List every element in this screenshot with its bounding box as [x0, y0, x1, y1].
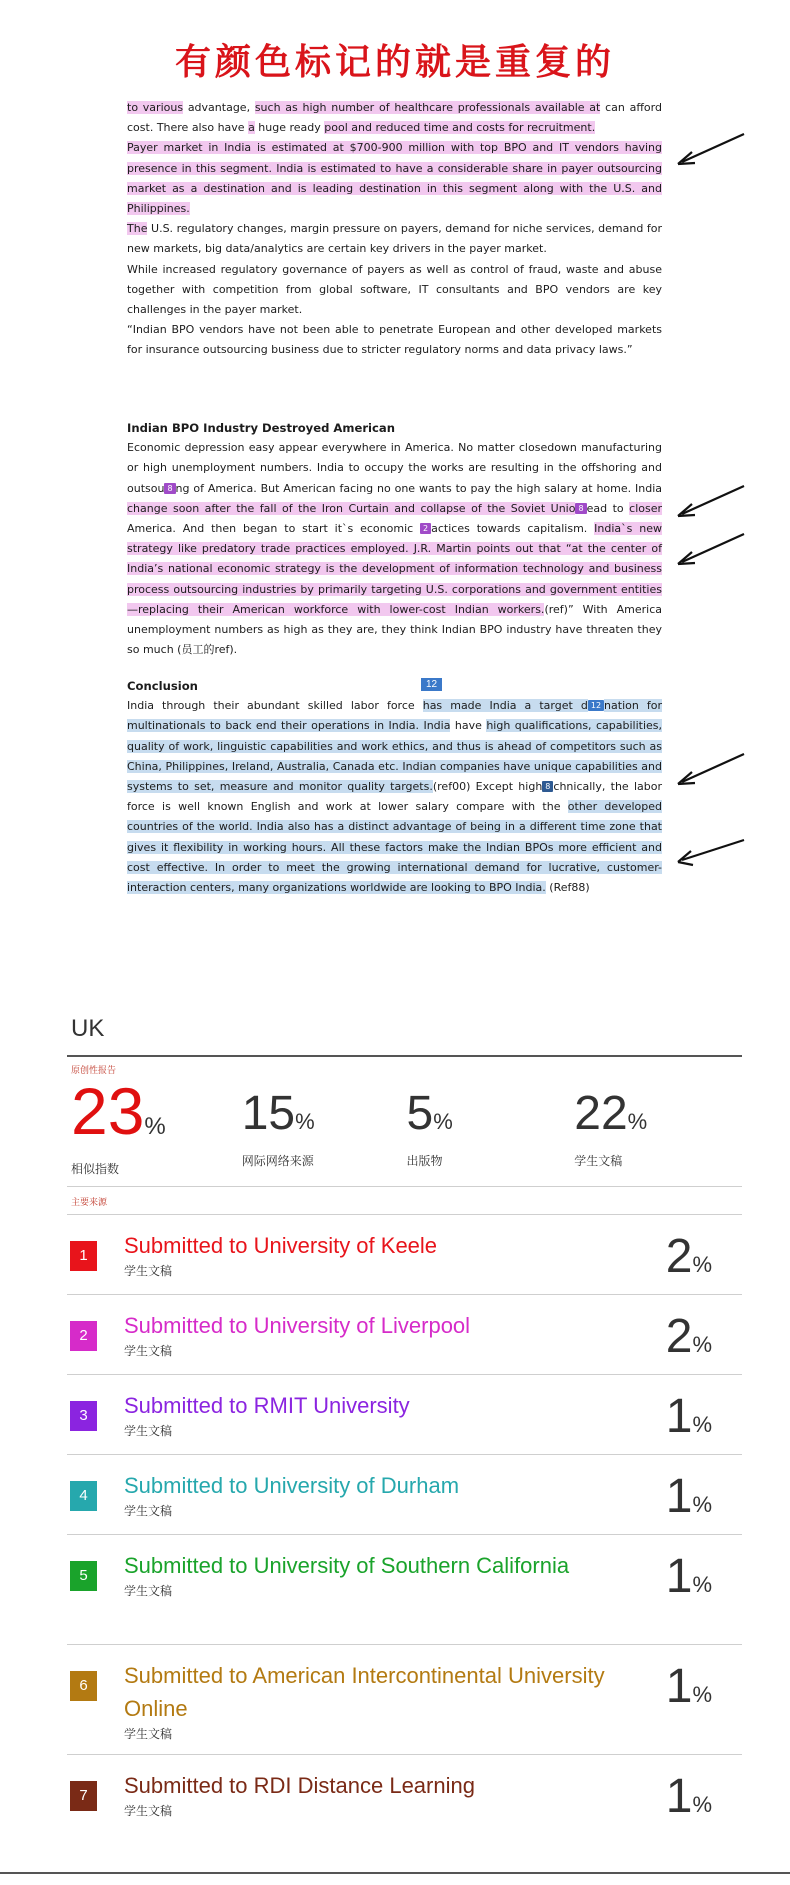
source-name[interactable]: Submitted to American Intercontinental University Online — [124, 1663, 605, 1721]
arrow-icon — [676, 132, 746, 168]
match-marker[interactable]: 2 — [420, 523, 431, 534]
document-excerpt-3 — [127, 676, 662, 898]
stat-label: 相似指数 — [71, 1162, 120, 1176]
source-type: 学生文稿 — [124, 1344, 173, 1358]
source-row[interactable] — [67, 1534, 742, 1644]
stat-publications — [407, 1080, 575, 1186]
source-percentage: 1% — [665, 1660, 712, 1713]
source-number-badge: 6 — [70, 1671, 97, 1701]
stat-value: 15 — [241, 1087, 296, 1140]
match-marker-floating[interactable]: 12 — [421, 678, 442, 691]
text: ng of America. But American facing no one wants to pay the high salary at home. India — [175, 481, 662, 495]
stat-label: 学生文稿 — [574, 1154, 623, 1168]
similarity-report — [67, 1015, 742, 1836]
paragraph-3 — [127, 219, 662, 259]
source-percentage: 2% — [665, 1230, 712, 1283]
stat-student-papers — [574, 1080, 742, 1186]
primary-sources-label: 主要来源 — [71, 1197, 108, 1207]
document-excerpt-2 — [127, 418, 662, 660]
arrow-icon — [676, 532, 746, 568]
text: (ref00) Except high — [432, 780, 543, 794]
source-percentage: 1% — [665, 1470, 712, 1523]
highlight: to various — [127, 101, 184, 114]
source-row[interactable] — [67, 1754, 742, 1836]
section-heading: Indian BPO Industry Destroyed American — [127, 421, 395, 435]
text: U.S. regulatory changes, margin pressure on payers, demand for niche services, demand for new markets, big data/analytics are certain key drivers in the payer market. — [127, 222, 662, 256]
stat-label: 网际网络来源 — [241, 1154, 314, 1168]
text: ead to — [586, 501, 630, 515]
source-number-badge: 3 — [70, 1401, 97, 1431]
stat-unit: % — [627, 1109, 648, 1134]
report-title: UK — [71, 1015, 105, 1042]
source-type: 学生文稿 — [124, 1424, 173, 1438]
source-type: 学生文稿 — [124, 1727, 173, 1741]
match-marker[interactable]: 12 — [588, 700, 604, 711]
highlight: qualifications, capabilities, quality of work, linguistic capabilities and work ethics, and thus is ahead of competitors such as China, Philippines, Ireland, Australia, Canada etc. Indian companies have unique capabilities and systems to set, measure and monitor quality targets. — [127, 719, 663, 794]
text: America. And then began to start it`s economic — [127, 522, 421, 536]
source-number-badge: 4 — [70, 1481, 97, 1511]
highlight: The — [127, 222, 148, 236]
source-name[interactable]: Submitted to RDI Distance Learning — [124, 1773, 475, 1798]
arrow-icon — [676, 836, 746, 872]
text: actices towards capitalism. — [431, 522, 595, 536]
paragraph-2 — [127, 138, 662, 219]
source-name[interactable]: Submitted to University of Liverpool — [124, 1313, 471, 1338]
highlight: change soon after the fall of the Iron Curtain and collapse of the Soviet Unio — [127, 501, 576, 515]
originality-label: 原创性报告 — [71, 1065, 117, 1075]
stat-unit: % — [295, 1109, 315, 1134]
source-number-badge: 7 — [70, 1781, 97, 1811]
text: Economic depression easy appear everywhere in America. No matter closedown manufacturing or high unemployment numbers. India to occupy the works are resulting in the offshoring and outsou — [127, 441, 662, 495]
match-marker[interactable]: 8 — [164, 483, 175, 494]
text: (Ref88) — [545, 881, 590, 895]
page-banner: 有颜色标记的就是重复的 — [174, 41, 615, 83]
highlight: closer — [629, 501, 662, 515]
page-bottom-rule — [0, 1872, 790, 1874]
source-type: 学生文稿 — [124, 1584, 173, 1598]
source-percentage: 1% — [665, 1550, 712, 1603]
stat-value: 23 — [71, 1074, 145, 1148]
document-excerpt-1 — [127, 98, 662, 361]
source-type: 学生文稿 — [124, 1264, 173, 1278]
highlight: high — [486, 719, 511, 733]
arrow-icon — [676, 484, 746, 520]
text: can afford cost. There also have — [127, 101, 662, 135]
source-row[interactable] — [67, 1374, 742, 1454]
text: advantage, — [183, 101, 255, 114]
source-row[interactable] — [67, 1644, 742, 1754]
source-type: 学生文稿 — [124, 1504, 173, 1518]
text: have — [450, 719, 487, 733]
highlight: pool and reduced time and costs for recruitment. — [324, 121, 596, 135]
text: India through their abundant skilled labor force — [127, 699, 423, 713]
stats-row — [67, 1076, 742, 1186]
highlight: other developed countries of the world. India also has a distinct advantage of being in a different time zone that gives it flexibility in working hours. All these factors make the Indian BPOs more efficient and cost effective. In order to meet the growing international demand for lucrative, customer-interaction centers, many organizations worldwide are looking to BPO India. — [127, 800, 662, 895]
stat-internet-sources — [239, 1080, 407, 1186]
highlight: a — [248, 121, 255, 135]
source-number-badge: 1 — [70, 1241, 97, 1271]
text: chnically, the labor force is well known English and work at lower salary compare with the — [127, 780, 662, 814]
source-row[interactable] — [67, 1294, 742, 1374]
source-percentage: 1% — [665, 1390, 712, 1443]
source-number-badge: 2 — [70, 1321, 97, 1351]
section-heading: Conclusion — [127, 679, 198, 693]
source-name[interactable]: Submitted to University of Keele — [124, 1233, 438, 1258]
arrow-icon — [676, 752, 746, 788]
paragraph-1 — [127, 98, 662, 138]
highlight: India`s new strategy like predatory trade practices employed. J.R. Martin points out that “at the center of India’s national economic strategy is the development of information technology and business process outsourcing industries by primarily targeting U.S. corporations and government entities—replacing their American workforce with lower-cost Indian workers. — [127, 522, 662, 616]
stat-value: 22 — [574, 1087, 628, 1140]
source-type: 学生文稿 — [124, 1804, 173, 1818]
match-marker[interactable]: 8 — [542, 781, 553, 792]
match-marker[interactable]: 8 — [575, 503, 586, 514]
source-number-badge: 5 — [70, 1561, 97, 1591]
source-row[interactable] — [67, 1214, 742, 1294]
highlight: such as high number of healthcare professionals available at — [254, 101, 601, 114]
stat-label: 出版物 — [406, 1154, 443, 1168]
highlight: Payer market in India is estimated at $700-900 million with top BPO and IT vendors having presence in this segment. India is estimated to have a considerable share in payer outsourcing market as a destination and is leading destination in this segment along with the U.S. and Philippines. — [127, 141, 662, 216]
source-row[interactable] — [67, 1454, 742, 1534]
stat-similarity-index — [71, 1074, 239, 1186]
source-percentage: 2% — [665, 1310, 712, 1363]
highlight: has made India a target d — [422, 699, 588, 713]
source-percentage: 1% — [665, 1770, 712, 1823]
source-name[interactable]: Submitted to University of Durham — [124, 1473, 460, 1498]
stat-value: 5 — [406, 1087, 434, 1140]
paragraph-body — [127, 696, 662, 898]
source-name[interactable]: Submitted to University of Southern California — [124, 1553, 570, 1578]
paragraph-4: While increased regulatory governance of payers as well as control of fraud, waste and abuse together with competition from global software, IT consultants and BPO vendors are key challenges in the payer market. — [127, 262, 662, 317]
source-name[interactable]: Submitted to RMIT University — [124, 1393, 410, 1418]
text: huge ready — [254, 121, 325, 135]
paragraph-body — [127, 438, 662, 660]
stat-unit: % — [144, 1113, 166, 1140]
text: (ref)” With America unemployment numbers as high as they are, they think Indian BPO industry have threaten they so much (员工的ref). — [127, 602, 663, 657]
highlight: nation for multinationals to back end their operations in India. India — [127, 699, 663, 733]
paragraph-5: “Indian BPO vendors have not been able to penetrate European and other developed markets for insurance outsourcing business due to stricter regulatory norms and data privacy laws.” — [127, 323, 662, 357]
stat-unit: % — [433, 1109, 453, 1134]
